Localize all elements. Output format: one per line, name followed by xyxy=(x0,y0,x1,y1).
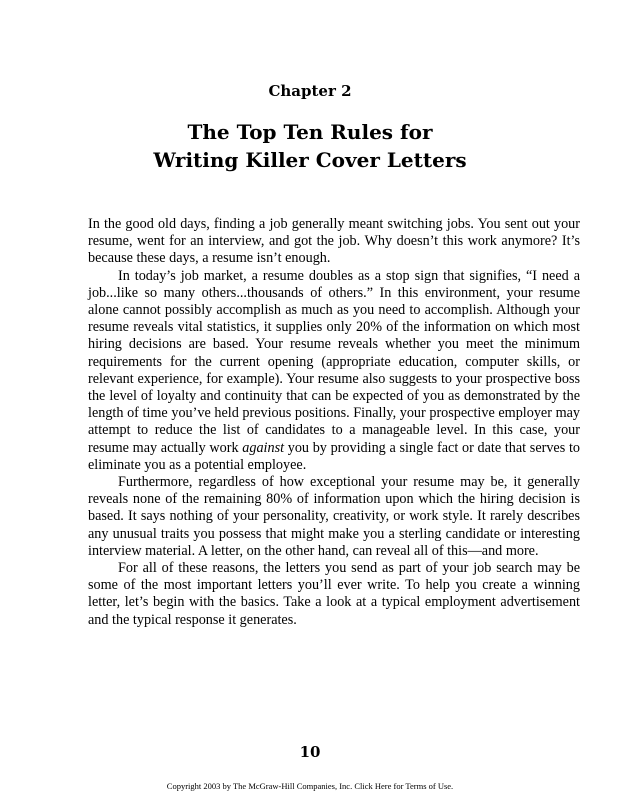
paragraph-1: In the good old days, finding a job generally meant switching jobs. You sent out your resume, went for an interview, and got the job. Why doesn’t this work anymore? It’s because these days, a resume isn’t enough. xyxy=(88,216,580,267)
page-number: 10 xyxy=(299,743,321,761)
body-text xyxy=(88,216,580,629)
paragraph-2-text-before: In today’s job market, a resume doubles as a stop sign that signifies, “I need a job...like so many others...thousands of others.” In this environment, your resume alone cannot possibly accomplish as much as you need to accomplish. Although your resume reveals vital statistics, it supplies only 20% of the information on which most hiring decisions are based. Your resume reveals whether you meet the minimum requirements for the current opening (appropriate education, computer skills, or relevant experience, for example). Your resume also suggests to your prospective boss the level of loyalty and continuity that can be expected of you as demonstrated by the length of time you’ve held previous positions. Finally, your prospective employer may attempt to reduce the list of candidates to a manageable level. In this case, your resume may actually work xyxy=(88,267,580,456)
chapter-title-line-1: The Top Ten Rules for xyxy=(187,120,433,144)
chapter-label: Chapter 2 xyxy=(268,82,352,100)
paragraph-3: Furthermore, regardless of how exceptional your resume may be, it generally reveals none of the remaining 80% of information upon which the hiring decision is based. It says nothing of your personality, creativity, or work style. It rarely describes any unusual traits you possess that might make you a sterling candidate or interesting interview material. A letter, on the other hand, can reveal all of this—and more. xyxy=(88,474,580,559)
paragraph-2-text-after: you by providing a single fact or date that serves to eliminate you as a potential employee. xyxy=(88,439,580,473)
paragraph-2 xyxy=(88,268,580,474)
paragraph-2-emphasis: against xyxy=(242,439,285,456)
copyright-notice[interactable]: Copyright 2003 by The McGraw-Hill Companies, Inc. Click Here for Terms of Use. xyxy=(166,781,454,791)
chapter-title-line-2: Writing Killer Cover Letters xyxy=(153,148,467,172)
chapter-title xyxy=(0,118,620,174)
paragraph-4: For all of these reasons, the letters you send as part of your job search may be some of the most important letters you’ll ever write. To help you create a winning letter, let’s begin with the basics. Take a look at a typical employment advertisement and the typical response it generates. xyxy=(88,560,580,628)
